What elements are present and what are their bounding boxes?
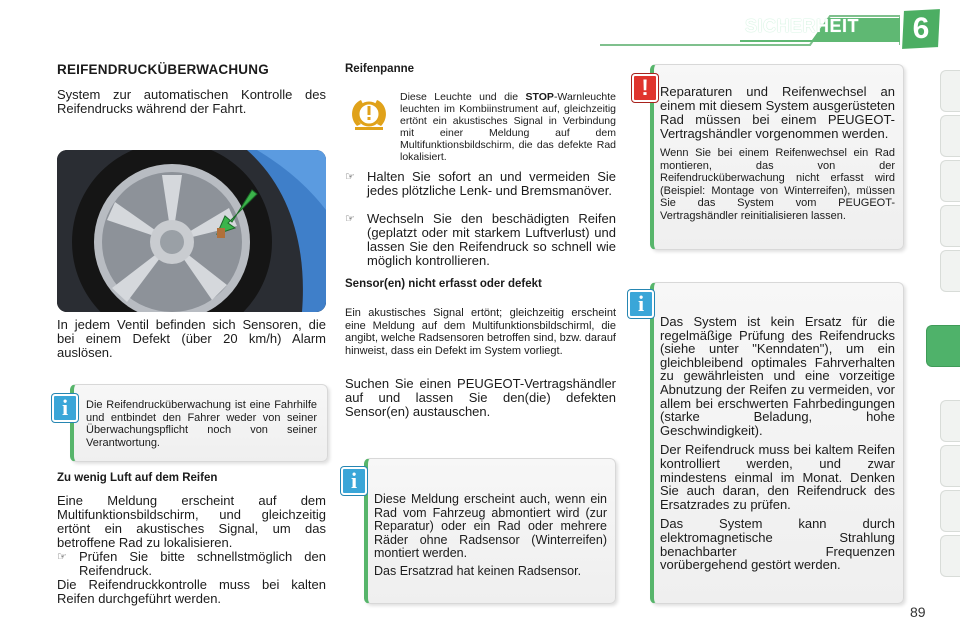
lamp-text-post: -Warnleuchte leuchten im Kombiinstrument auf, gleichzeitig ertönt ein akustisches Signal in Verbindung mit einer Meldung auf dem Multifunktionsbildschirm, die das defekte Rad lokalisiert. [400,91,616,163]
chapter-tab[interactable] [940,490,960,532]
sensor-text: Ein akustisches Signal ertönt; gleichzeitig erscheint eine Meldung auf dem Multifunktionsbildschirml, die angibt, welche Radsensoren betroffen sind, bzw. darauf hinweist, dass ein Defekt im System vorliegt. [345,307,616,357]
warning-box [650,64,904,250]
chapter-tab-active[interactable] [926,325,960,367]
intro-text: System zur automatischen Kontrolle des Reifendrucks während der Fahrt. [57,87,326,116]
stop-label: STOP [525,91,554,103]
chapter-tab[interactable] [940,250,960,292]
wheel-photo [57,150,326,312]
bullet-text: Prüfen Sie bitte schnellstmöglich den Reifendruck. [79,549,326,578]
page-number: 89 [910,604,926,620]
page-heading: REIFENDRUCKÜBERWACHUNG [57,62,269,77]
info-text-2: Der Reifendruck muss bei kaltem Reifen kontrolliert werden, und zwar mindestens einmal im Monat. Denken Sie auch daran, den Reifendruck des Ersatzrades zu prüfen. [660,442,895,512]
info-icon: i [628,290,654,318]
chapter-number: 6 [912,12,930,45]
lamp-text-pre: Diese Leuchte und die [400,91,526,103]
sensors-text: In jedem Ventil befinden sich Sensoren, die bei einem Defekt (über 20 km/h) Alarm auslösen. [57,317,326,360]
info-icon: i [52,394,78,422]
info-icon: i [341,467,367,495]
lamp-text [400,91,616,163]
bullet-text: Wechseln Sie den beschädigten Reifen (geplatzt oder mit starkem Luftverlust) und lassen Sie den Reifendruck so schnell wie möglich kontrollieren. [367,211,616,268]
bullet-icon: ☞ [57,551,67,563]
puncture-bullet-1 [345,170,616,198]
chapter-tab[interactable] [940,70,960,112]
low-pressure-heading: Zu wenig Luft auf dem Reifen [57,472,218,484]
bullet-icon: ☞ [345,213,355,225]
warning-text: Reparaturen und Reifenwechsel an einem mit diesem System ausgerüsteten Rad müssen bei einem PEUGEOT-Vertragshändler vorgenommen werden. [660,84,895,141]
tyre-warning-icon [347,94,391,134]
chapter-tab[interactable] [940,205,960,247]
info-box-text: Diese Meldung erscheint auch, wenn ein Rad vom Fahrzeug abmontiert wird (zur Reparatur) oder ein Rad oder mehrere Räder ohne Radsensor (Winterreifen) montiert werden. [374,492,607,560]
chapter-tab[interactable] [940,445,960,487]
chapter-tabs [930,60,960,620]
chapter-tab[interactable] [940,115,960,157]
puncture-bullet-2 [345,212,616,268]
sensor-text-2: Suchen Sie einen PEUGEOT-Vertragshändler auf und lassen Sie den(die) defekten Sensor(en) austauschen. [345,376,616,419]
info-text-1: Das System ist kein Ersatz für die regelmäßige Prüfung des Reifendrucks (siehe unter "Kenndaten"), um ein gleichbleibend optimales Fahrverhalten zu gewährleisten und eine vorzeitige Abnutzung der Reifen zu vermeiden, vor allem bei erschwerten Fahrbedingungen (starke Beladung, hohe Geschwindigkeit). [660,314,895,438]
warning-text-2: Wenn Sie bei einem Reifenwechsel ein Rad montieren, das von der Reifendrucküberwachung nicht erfasst wird (Beispiel: Montage von Winterreifen), müssen Sie das System vom PEUGEOT-Vertragshändler reinitialisieren lassen. [660,147,895,222]
chapter-tab[interactable] [940,160,960,202]
sensor-heading: Sensor(en) nicht erfasst oder defekt [345,278,542,290]
chapter-tab[interactable] [940,535,960,577]
info-box-text: Die Reifendrucküberwachung ist eine Fahrhilfe und entbindet den Fahrer weder von seiner Überwachungspflicht noch von seiner Verantwortung. [86,399,317,449]
puncture-heading: Reifenpanne [345,63,415,75]
low-pressure-footer: Die Reifendruckkontrolle muss bei kalten Reifen durchgeführt werden. [57,577,326,606]
chapter-tab[interactable] [940,400,960,442]
warning-icon: ! [632,74,658,102]
info-box-system [650,282,904,604]
info-box-text-2: Das Ersatzrad hat keinen Radsensor. [374,563,582,578]
info-box-driver [70,384,328,462]
info-box-sensor [364,458,616,604]
bullet-text: Halten Sie sofort an und vermeiden Sie jedes plötzliche Lenk- und Bremsmanöver. [367,169,616,198]
low-pressure-bullet [57,550,326,578]
info-text-3: Das System kann durch elektromagnetische Strahlung benachbarter Frequenzen vorübergehend gestört werden. [660,516,895,573]
bullet-icon: ☞ [345,171,355,183]
low-pressure-text: Eine Meldung erscheint auf dem Multifunktionsbildschirm, und gleichzeitig ertönt ein akustisches Signal, um das betroffene Rad zu lokalisieren. [57,493,326,550]
section-title: SICHERHEIT [745,16,860,36]
